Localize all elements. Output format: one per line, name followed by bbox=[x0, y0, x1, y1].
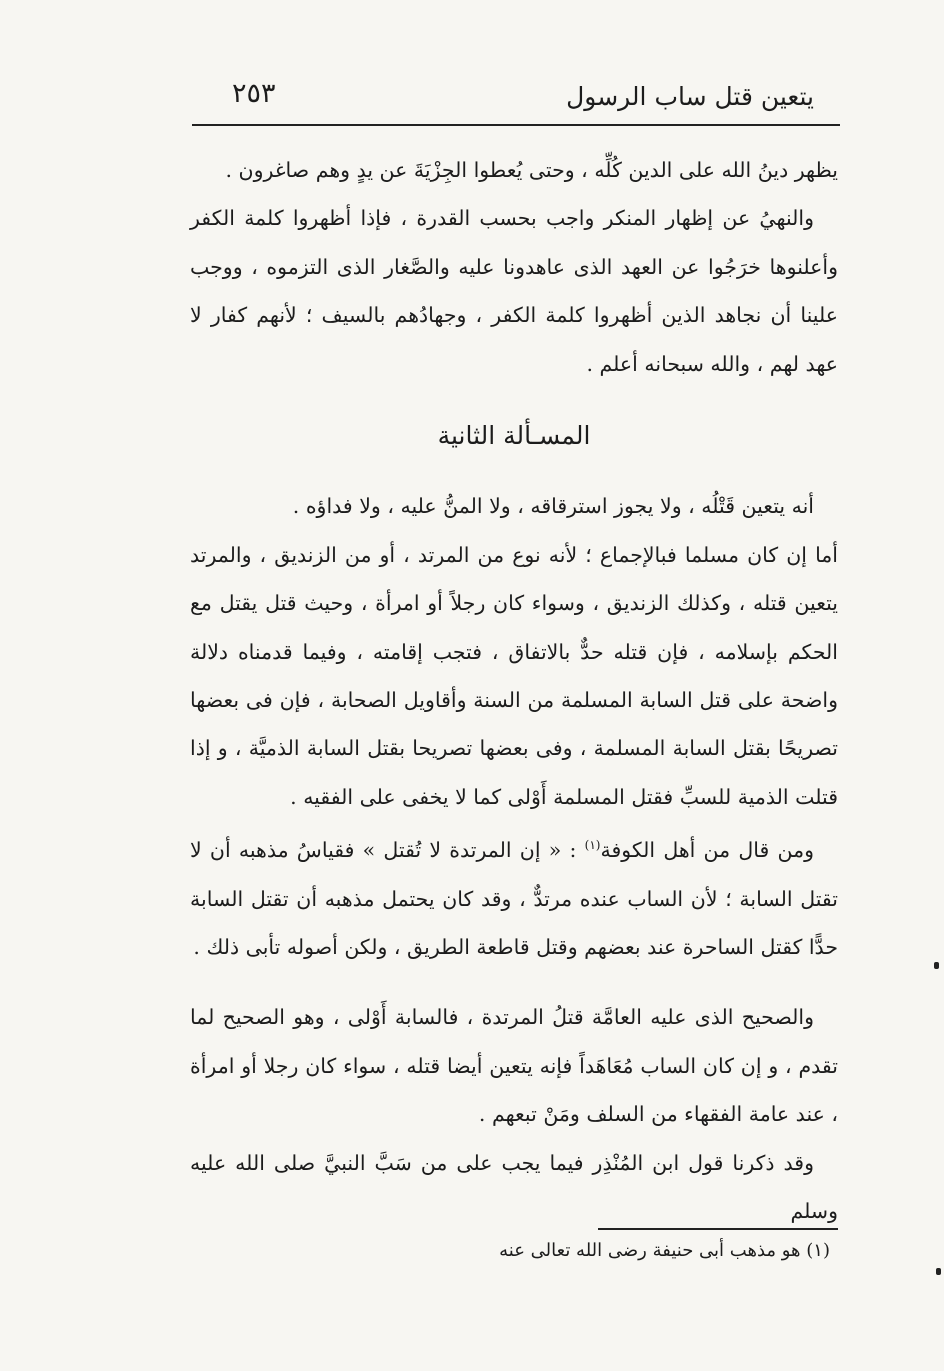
section-heading: المسـألة الثانية bbox=[437, 421, 591, 451]
paragraph-5-rest: : « إن المرتدة لا تُقتل » فقياسُ مذهبه أن لا تقتل السابة ؛ لأن الساب عنده مرتدٌّ ، وقد كان يحتمل مذهبه أن تقتل السابة حدًّا كقتل الساحرة عند بعضهم وقتل قاطعة الطريق ، ولكن أصوله تأبى ذلك . bbox=[190, 838, 838, 959]
paragraph-1: يظهر دينُ الله على الدين كُلِّه ، وحتى يُعطوا الجِزْيَةَ عن يدٍ وهم صاغرون . bbox=[225, 158, 838, 182]
margin-dot bbox=[936, 1268, 941, 1275]
running-title: يتعين قتل ساب الرسول bbox=[566, 82, 814, 111]
footnote-rule bbox=[598, 1228, 838, 1230]
page-header bbox=[192, 62, 842, 122]
paragraph-5-start: ومن قال من أهل الكوفة bbox=[600, 838, 814, 863]
paragraph-4: أما إن كان مسلما فبالإجماع ؛ لأنه نوع من المرتد ، أو من الزنديق ، والمرتد يتعين قتله ، وكذلك الزنديق ، وسواء كان رجلاً أو امرأة ، وحيث قتل يقتل مع الحكم بإسلامه ، فإن قتله حدٌّ بالاتفاق ، فتجب إقامته ، وفيما قدمناه دلالة واضحة على قتل السابة المسلمة من السنة وأقاويل الصحابة ، فإن فى بعضها تصريحًا بقتل السابة المسلمة ، وفى بعضها تصريحا بقتل السابة الذميَّة ، و إذا قتلت الذمية للسبِّ فقتل المسلمة أَوْلى كما لا يخفى على الفقيه . bbox=[190, 542, 838, 809]
page-number: ٢٥٣ bbox=[232, 78, 276, 109]
margin-dot bbox=[934, 962, 939, 969]
footnote: (١) هو مذهب أبى حنيفة رضى الله تعالى عنه bbox=[499, 1240, 830, 1261]
footnote-marker: (١) bbox=[584, 838, 601, 853]
paragraph-3: أنه يتعين قَتْلُه ، ولا يجوز استرقاقه ، ولا المنُّ عليه ، ولا فداؤه . bbox=[292, 494, 814, 519]
header-rule bbox=[192, 124, 840, 126]
paragraph-7: وقد ذكرنا قول ابن المُنْذِر فيما يجب على من سَبَّ النبيَّ صلى الله عليه وسلم bbox=[190, 1150, 838, 1223]
paragraph-5 bbox=[190, 821, 838, 971]
paragraph-2: والنهيُ عن إظهار المنكر واجب بحسب القدرة ، فإذا أظهروا كلمة الكفر وأعلنوها خرَجُوا عن العهد الذى عاهدونا عليه والصَّغار الذى التزموه ، ووجب علينا أن نجاهد الذين أظهروا كلمة الكفر ، وجهادُهم بالسيف ؛ لأنهم كفار لا عهد لهم ، والله سبحانه أعلم . bbox=[190, 206, 838, 376]
paragraph-6: والصحيح الذى عليه العامَّة قتلُ المرتدة ، فالسابة أَوْلى ، وهو الصحيح لما تقدم ، و إن كان الساب مُعَاهَداً فإنه يتعين أيضا قتله ، سواء كان رجلا أو امرأة ، عند عامة الفقهاء من السلف ومَنْ تبعهم . bbox=[190, 1005, 838, 1127]
body-text bbox=[190, 146, 838, 1235]
paragraph-gap bbox=[190, 971, 838, 993]
